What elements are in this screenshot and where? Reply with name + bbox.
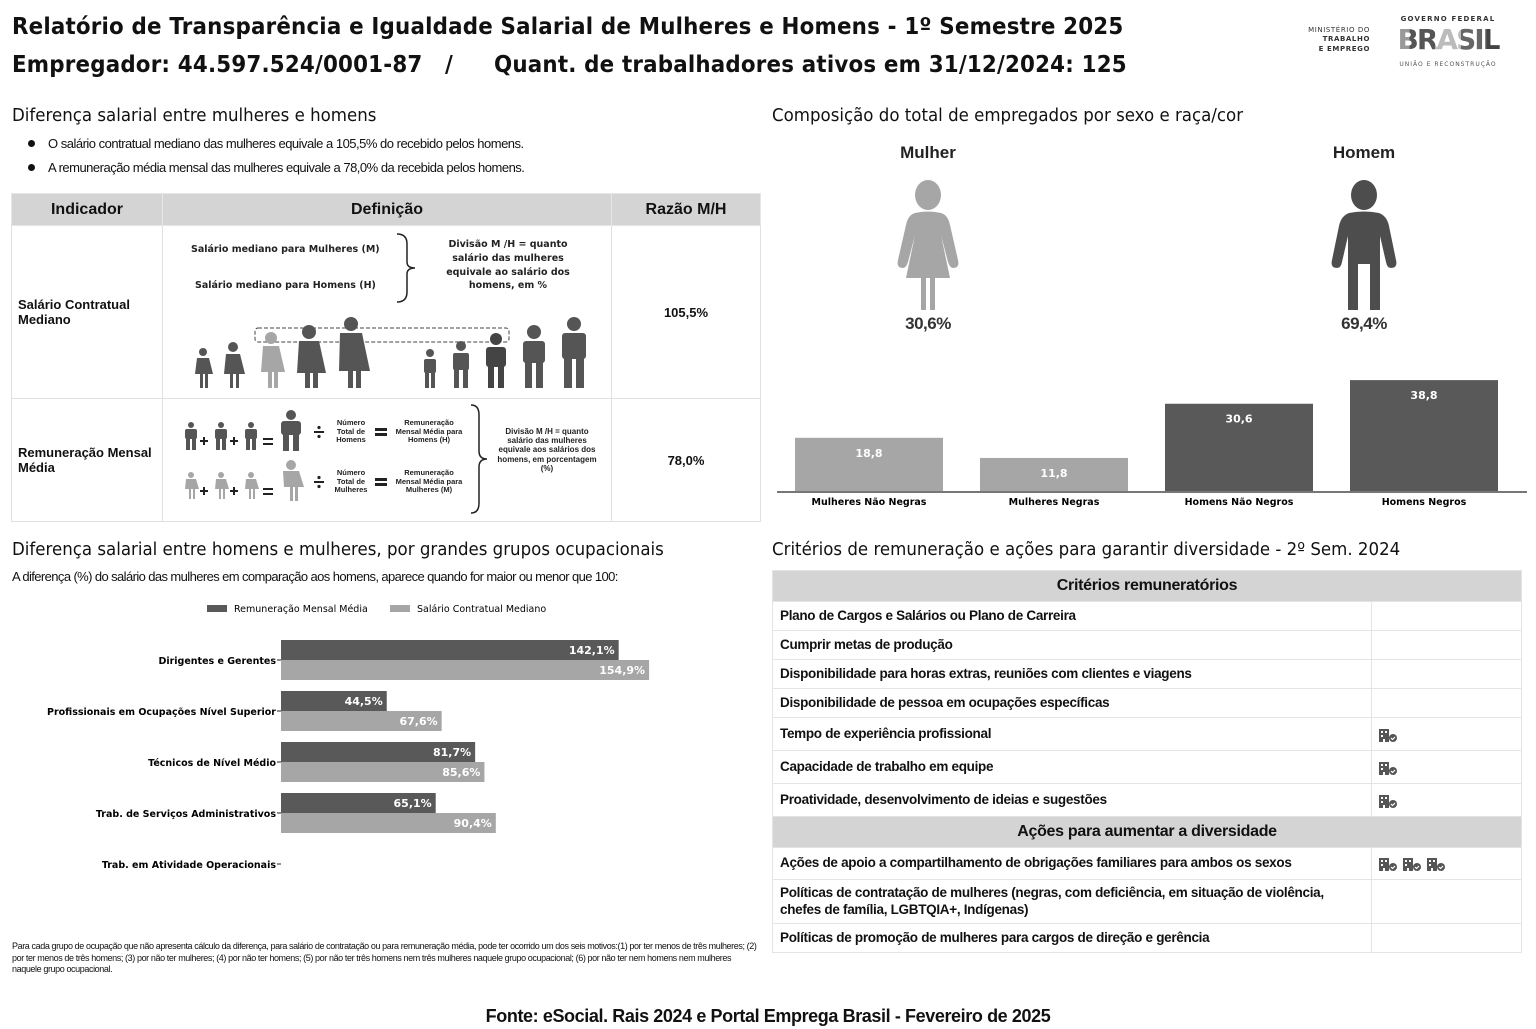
divide-icon: [313, 425, 325, 439]
equals-icon: [375, 476, 387, 488]
company-check-icon: [1378, 761, 1398, 775]
criteria-row: [773, 751, 1522, 784]
men-sum-icons: [185, 410, 301, 451]
woman-icon: [261, 332, 285, 388]
man-icon: [424, 349, 436, 388]
employer-id: Empregador: 44.597.524/0001-87: [12, 52, 423, 78]
occupational-title: Diferença salarial entre homens e mulheres, por grandes grupos ocupacionais: [12, 540, 664, 560]
men-pct: 69,4%: [1341, 314, 1387, 333]
brace-icon: [469, 403, 489, 515]
occupation-label: Trab. em Atividade Operacionais: [101, 860, 276, 871]
diversity-header: [773, 817, 1522, 848]
composition-bar-value: 30,6: [1225, 412, 1253, 426]
occupational-subtitle: A diferença (%) do salário das mulheres em comparação aos homens, aparece quando for maior ou menor que 100:: [12, 569, 618, 584]
def-women-median: Salário mediano para Mulheres (M): [191, 244, 380, 255]
occupation-label: Profissionais em Ocupações Nível Superior: [46, 707, 276, 718]
composition-category-label: Mulheres Não Negras: [811, 497, 927, 508]
women-label: Mulher: [900, 143, 956, 162]
criteria-icons: [1372, 751, 1522, 784]
composition-bar-value: 18,8: [855, 446, 883, 460]
ratio-median: 105,5%: [612, 226, 761, 399]
occupation-bar-value: 90,4%: [453, 817, 492, 830]
separator: /: [445, 52, 454, 78]
criteria-icons: [1372, 631, 1522, 660]
remuneration-header-cell: Critérios remuneratórios: [773, 571, 1522, 602]
occupation-bar-value: 142,1%: [568, 644, 615, 657]
occupation-bar-value: 85,6%: [442, 766, 481, 779]
criteria-icons: [1372, 924, 1522, 953]
woman-icon: [224, 342, 245, 388]
gov-logo: [1384, 15, 1512, 69]
people-average-illustration: [181, 409, 311, 509]
divide-icon: [313, 475, 325, 489]
bullet-item: A remuneração média mensal das mulheres equivale a 78,0% da recebida pelos homens.: [12, 160, 524, 175]
company-check-icon: [1426, 857, 1446, 871]
occupation-bar-value: 65,1%: [393, 797, 432, 810]
criteria-icons: [1372, 848, 1522, 880]
criteria-table: [772, 570, 1522, 953]
equals-icon: [375, 426, 387, 438]
source-footer: Fonte: eSocial. Rais 2024 e Portal Emprega Brasil - Fevereiro de 2025: [485, 1006, 1051, 1026]
woman-icon: [297, 325, 326, 388]
header-ratio: Razão M/H: [612, 194, 761, 226]
salary-gap-title: Diferença salarial entre mulheres e homens: [12, 106, 377, 126]
gov-word: BRASIL: [1384, 24, 1512, 56]
def-division-average: Divisão M /H = quanto salário das mulheres equivale aos salários dos homens, em porcentagem (%): [497, 427, 597, 473]
bullet-item: O salário contratual mediano das mulheres equivale a 105,5% do recebido pelos homens.: [12, 136, 524, 151]
definition-median: [163, 226, 612, 399]
def-men-median: Salário mediano para Homens (H): [195, 280, 376, 291]
report-title: Relatório de Transparência e Igualdade Salarial de Mulheres e Homens - 1º Semestre 2025: [12, 14, 1124, 40]
indicator-avg-remuneration: Remuneração Mensal Média: [12, 399, 163, 522]
man-icon: [1324, 180, 1404, 312]
occupation-bar-value: 44,5%: [344, 695, 383, 708]
composition-category-label: Homens Negros: [1381, 497, 1467, 508]
women-sum-icons: [185, 460, 304, 501]
occupation-bar-value: 67,6%: [399, 715, 438, 728]
occupation-label: Trab. de Serviços Administrativos: [95, 809, 276, 820]
diversity-header-cell: Ações para aumentar a diversidade: [773, 817, 1522, 848]
ministry-line2: TRABALHO: [1322, 35, 1370, 44]
criteria-row: [773, 689, 1522, 718]
gov-top: GOVERNO FEDERAL: [1400, 15, 1496, 23]
criteria-label: Políticas de contratação de mulheres (negras, com deficiência, em situação de violência, chefes de família, LGBTQIA+, Indígenas): [773, 880, 1372, 924]
ministry-line1: MINISTÉRIO DO: [1308, 26, 1370, 34]
occupational-bar-chart: [0, 598, 760, 878]
legend-label: Remuneração Mensal Média: [234, 604, 368, 615]
salary-gap-bullets: [12, 136, 524, 184]
brace-icon: [395, 232, 419, 304]
legend-swatch: [207, 605, 227, 612]
occupation-bar: [281, 660, 649, 680]
composition-category-label: Mulheres Negras: [1008, 497, 1100, 508]
legend-label: Salário Contratual Mediano: [417, 604, 547, 615]
criteria-row: [773, 880, 1522, 924]
indicator-median-salary: Salário Contratual Mediano: [12, 226, 163, 399]
ratio-average: 78,0%: [612, 399, 761, 522]
remuneration-header: [773, 571, 1522, 602]
header-indicator: Indicador: [12, 194, 163, 226]
woman-icon: [888, 180, 968, 312]
women-pct: 30,6%: [905, 314, 951, 333]
criteria-label: Plano de Cargos e Salários ou Plano de Carreira: [773, 602, 1372, 631]
company-check-icon: [1402, 857, 1422, 871]
company-check-icon: [1378, 728, 1398, 742]
criteria-label: Cumprir metas de produção: [773, 631, 1372, 660]
legend-swatch: [390, 605, 410, 612]
men-count-label: Número Total de Homens: [336, 418, 366, 445]
man-icon: [486, 333, 506, 388]
criteria-icons: [1372, 602, 1522, 631]
indicator-table: [11, 193, 761, 522]
criteria-row: [773, 660, 1522, 689]
men-label: Homem: [1332, 143, 1396, 162]
composition-bar-value: 11,8: [1040, 466, 1068, 480]
criteria-title: Critérios de remuneração e ações para garantir diversidade - 2º Sem. 2024: [772, 540, 1401, 560]
man-icon: [562, 317, 586, 388]
criteria-label: Tempo de experiência profissional: [773, 718, 1372, 751]
criteria-icons: [1372, 880, 1522, 924]
man-icon: [523, 325, 545, 388]
criteria-icons: [1372, 718, 1522, 751]
criteria-row: [773, 631, 1522, 660]
def-division-median: Divisão M /H = quanto salário das mulheres equivale ao salário dos homens, em %: [446, 239, 570, 292]
occupation-label: Técnicos de Nível Médio: [148, 758, 276, 769]
man-icon: [453, 341, 469, 388]
header-definition: Definição: [163, 194, 612, 226]
company-check-icon: [1378, 857, 1398, 871]
occupational-footnote: Para cada grupo de ocupação que não apresenta cálculo da diferença, para salário de contratação ou para remuneração média, pode ter ocorrido um dos seis motivos:(1) por ter menos de três mulheres; (2) por ter menos de três homens; (3) por não ter mulheres; (4) por não ter homens; (5) por não ter três homens nem três mulheres naquele grupo ocupacional; (6) por não ter nem homens nem mulheres naquele grupo ocupacional.: [12, 941, 757, 975]
gov-bottom: UNIÃO E RECONSTRUÇÃO: [1399, 61, 1497, 68]
criteria-row: [773, 784, 1522, 817]
criteria-icons: [1372, 689, 1522, 718]
women-result-label: Remuneração Mensal Média para Mulheres (M): [395, 468, 463, 495]
ministry-logo: [1280, 26, 1370, 54]
criteria-label: Proatividade, desenvolvimento de ideias e sugestões: [773, 784, 1372, 817]
occupation-bar-value: 154,9%: [599, 664, 646, 677]
composition-bar-chart: [772, 370, 1532, 515]
men-result-label: Remuneração Mensal Média para Homens (H): [395, 418, 463, 445]
people-median-illustration: [187, 312, 597, 394]
plus-equals-icons: [200, 437, 273, 445]
criteria-label: Disponibilidade de pessoa em ocupações específicas: [773, 689, 1372, 718]
ministry-line3: E EMPREGO: [1318, 44, 1370, 53]
occupation-bar-value: 81,7%: [432, 746, 472, 759]
criteria-label: Disponibilidade para horas extras, reuniões com clientes e viagens: [773, 660, 1372, 689]
criteria-label: Capacidade de trabalho em equipe: [773, 751, 1372, 784]
criteria-row: [773, 602, 1522, 631]
criteria-label: Políticas de promoção de mulheres para cargos de direção e gerência: [773, 924, 1372, 953]
composition-title: Composição do total de empregados por sexo e raça/cor: [772, 106, 1244, 126]
composition-bar-value: 38,8: [1410, 389, 1438, 403]
women-count-label: Número Total de Mulheres: [334, 468, 368, 495]
workers-count: Quant. de trabalhadores ativos em 31/12/2024: 125: [494, 52, 1127, 78]
criteria-label: Ações de apoio a compartilhamento de obrigações familiares para ambos os sexos: [773, 848, 1372, 880]
definition-average: [163, 399, 612, 522]
criteria-row: [773, 718, 1522, 751]
criteria-icons: [1372, 784, 1522, 817]
company-check-icon: [1378, 794, 1398, 808]
woman-icon: [195, 348, 213, 388]
occupation-label: Dirigentes e Gerentes: [158, 656, 276, 667]
criteria-icons: [1372, 660, 1522, 689]
criteria-row: [773, 848, 1522, 880]
composition-category-label: Homens Não Negros: [1184, 497, 1294, 508]
criteria-row: [773, 924, 1522, 953]
